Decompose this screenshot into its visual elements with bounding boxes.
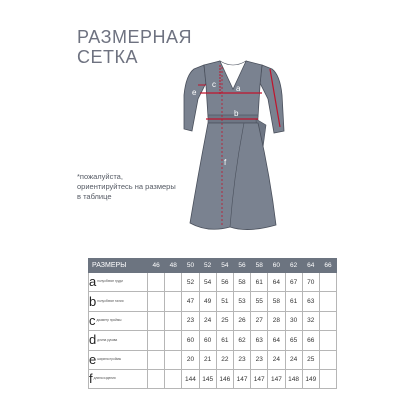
table-cell: 63 [302,292,319,311]
table-cell [148,273,165,292]
row-description: длина рукава [97,337,118,342]
table-cell: 67 [285,273,302,292]
table-cell: 24 [199,311,216,330]
table-cell: 64 [268,331,285,350]
table-cell: 23 [182,311,199,330]
size-56: 56 [233,259,250,273]
table-cell: 147 [233,369,250,388]
table-cell: 65 [285,331,302,350]
table-cell: 23 [233,350,250,369]
table-cell [165,369,182,388]
table-cell: 25 [216,311,233,330]
table-cell: 144 [182,369,199,388]
label-a: a [236,84,241,93]
size-62: 62 [285,259,302,273]
table-cell [319,311,336,330]
label-e: e [192,88,197,97]
size-66: 66 [319,259,336,273]
table-cell: 147 [251,369,268,388]
table-cell: 54 [199,273,216,292]
label-b: b [234,109,239,118]
dress-illustration [178,55,288,235]
table-cell: 23 [251,350,268,369]
label-d: d [262,100,267,109]
table-cell [165,311,182,330]
size-table-body [89,273,337,389]
row-header [89,369,148,388]
row-description: длина изделия [93,376,116,381]
table-cell [165,273,182,292]
row-header [89,311,148,330]
size-58: 58 [251,259,268,273]
table-cell [165,292,182,311]
size-54: 54 [216,259,233,273]
table-cell [148,350,165,369]
table-row [89,369,337,388]
table-cell: 55 [251,292,268,311]
table-cell: 27 [251,311,268,330]
row-letter: e [89,351,97,367]
row-header [89,273,148,292]
table-cell: 49 [199,292,216,311]
row-header [89,292,148,311]
table-cell: 21 [199,350,216,369]
size-46: 46 [148,259,165,273]
table-cell [319,292,336,311]
table-cell: 61 [251,273,268,292]
table-cell: 26 [233,311,250,330]
size-header-row [89,259,337,273]
table-cell [148,331,165,350]
table-cell: 149 [302,369,319,388]
row-description: полуобхват груди [97,279,123,284]
row-letter: c [89,312,96,328]
table-row [89,350,337,369]
table-cell: 61 [216,331,233,350]
table-cell: 70 [302,273,319,292]
row-header [89,350,148,369]
row-letter: b [89,293,97,309]
table-cell: 53 [233,292,250,311]
table-cell: 20 [182,350,199,369]
table-cell: 145 [199,369,216,388]
table-cell: 56 [216,273,233,292]
table-cell: 24 [268,350,285,369]
row-letter: d [89,332,97,348]
right-sleeve [260,65,284,133]
table-cell: 32 [302,311,319,330]
table-cell: 63 [251,331,268,350]
table-cell: 62 [233,331,250,350]
row-letter: a [89,274,97,290]
table-cell: 24 [285,350,302,369]
size-52: 52 [199,259,216,273]
table-row [89,292,337,311]
table-cell: 25 [302,350,319,369]
table-cell: 61 [285,292,302,311]
table-row [89,273,337,292]
table-cell: 147 [268,369,285,388]
size-64: 64 [302,259,319,273]
size-48: 48 [165,259,182,273]
table-cell: 30 [285,311,302,330]
table-cell [165,350,182,369]
table-cell [319,331,336,350]
title-line-1: РАЗМЕРНАЯ [77,27,192,47]
table-cell: 60 [182,331,199,350]
table-cell [148,292,165,311]
row-description: диаметр проймы [96,318,122,323]
table-cell: 22 [216,350,233,369]
row-description: ширина проймы [97,356,122,361]
row-description: полуобхват талии [97,298,124,303]
table-cell: 58 [233,273,250,292]
size-60: 60 [268,259,285,273]
table-cell: 60 [199,331,216,350]
page-title [77,27,192,67]
table-cell: 66 [302,331,319,350]
table-cell [165,331,182,350]
table-cell [319,350,336,369]
left-sleeve [184,65,206,131]
table-cell: 28 [268,311,285,330]
table-row [89,331,337,350]
title-line-2: СЕТКА [77,47,138,67]
size-table [88,258,337,389]
table-cell: 58 [268,292,285,311]
table-cell [148,311,165,330]
row-letter: f [89,371,93,387]
table-row [89,311,337,330]
size-header-label: РАЗМЕРЫ [89,259,148,273]
table-cell: 148 [285,369,302,388]
table-cell: 51 [216,292,233,311]
table-cell [148,369,165,388]
table-cell: 146 [216,369,233,388]
label-c: c [212,80,216,89]
table-cell: 52 [182,273,199,292]
size-50: 50 [182,259,199,273]
row-header [89,331,148,350]
table-cell: 64 [268,273,285,292]
table-cell: 47 [182,292,199,311]
table-cell [319,273,336,292]
sizing-note: *пожалуйста, ориентируйтесь на размеры в таблице [77,172,176,201]
table-cell [319,369,336,388]
label-f: f [224,158,227,167]
